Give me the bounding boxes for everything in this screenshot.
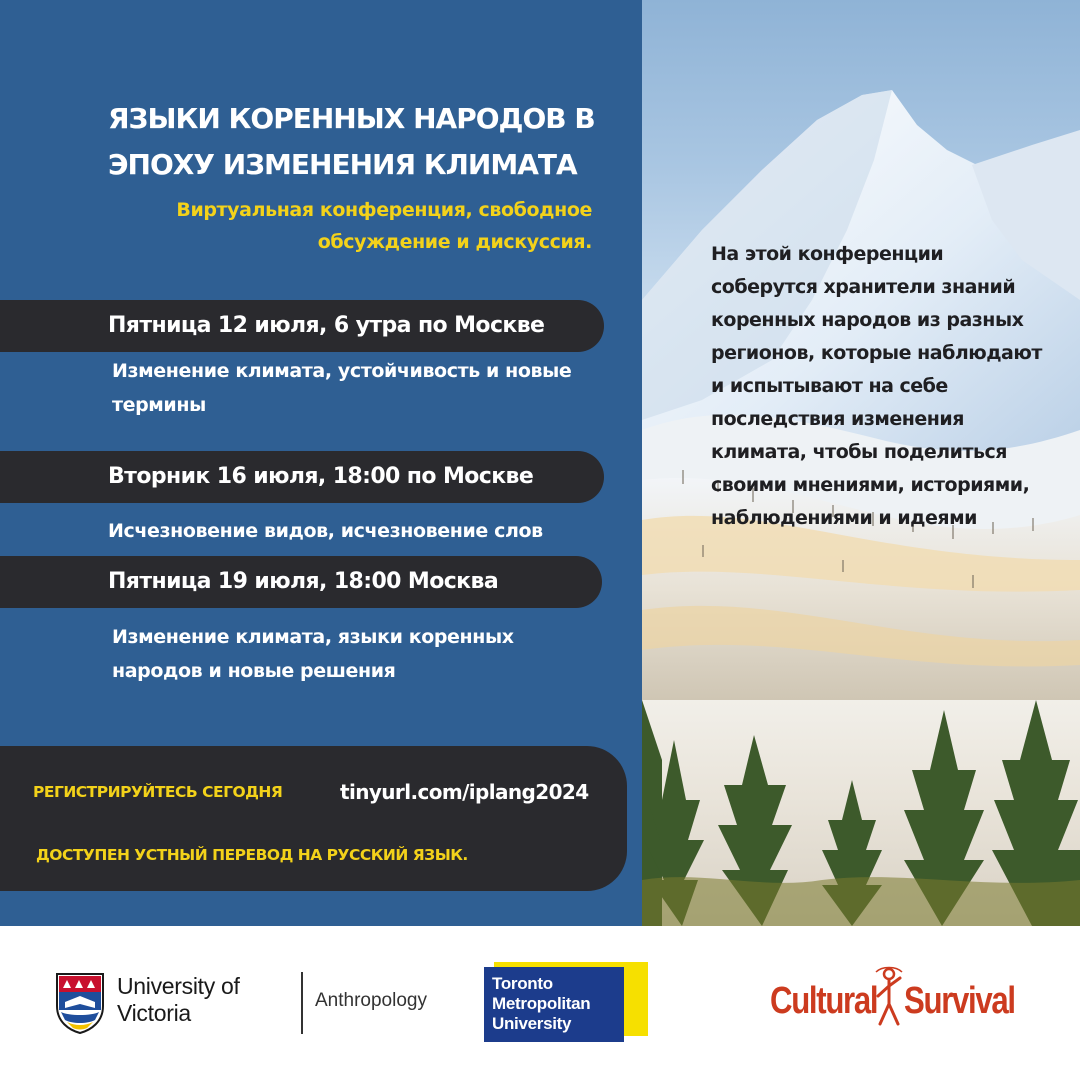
uvic-crest-icon	[55, 972, 105, 1034]
cs-word-cultural: Cultural	[770, 980, 878, 1022]
tmu-blue-box	[484, 967, 624, 1042]
tmu-logo	[484, 962, 650, 1042]
interpretation-note: ДОСТУПЕН УСТНЫЙ ПЕРЕВОД НА РУССКИЙ ЯЗЫК.	[36, 846, 468, 864]
conference-description: На этой конференции соберутся хранители знаний коренных народов из разных регионов, которые наблюдают и испытывают на себе последствия изменения климата, чтобы поделиться своими мнениями, историями, наблюдениями и идеями	[711, 243, 1042, 529]
sponsor-footer	[0, 926, 1080, 1080]
session-2-date: Вторник 16 июля, 18:00 по Москве	[108, 464, 534, 489]
registration-link[interactable]: tinyurl.com/iplang2024	[340, 780, 589, 804]
session-2-topic: Исчезновение видов, исчезновение слов	[108, 520, 543, 542]
session-1-topic: Изменение климата, устойчивость и новые термины	[112, 360, 572, 416]
uvic-name: University of Victoria	[117, 973, 240, 1026]
session-2-date-bar	[0, 451, 604, 503]
session-1-date: Пятница 12 июля, 6 утра по Москве	[108, 313, 545, 338]
mountain-photo	[642, 0, 1080, 926]
registration-box	[0, 746, 627, 891]
tmu-name: Toronto Metropolitan University	[492, 974, 591, 1033]
uvic-department: Anthropology	[315, 990, 427, 1011]
conference-subtitle: Виртуальная конференция, свободное обсуждение и дискуссия.	[176, 199, 592, 253]
cs-word-survival: Survival	[904, 980, 1015, 1022]
uvic-logo	[55, 972, 427, 1036]
cultural-survival-logo	[770, 966, 1030, 1036]
uvic-divider	[301, 972, 303, 1034]
session-3-date-bar	[0, 556, 602, 608]
session-3-date: Пятница 19 июля, 18:00 Москва	[108, 569, 499, 594]
session-1-date-bar	[0, 300, 604, 352]
conference-title: ЯЗЫКИ КОРЕННЫХ НАРОДОВ В ЭПОХУ ИЗМЕНЕНИЯ КЛИМАТА	[108, 102, 595, 181]
cs-figure-icon	[874, 966, 904, 1036]
session-3-topic: Изменение климата, языки коренных народов и новые решения	[112, 626, 514, 682]
register-label: РЕГИСТРИРУЙТЕСЬ СЕГОДНЯ	[33, 783, 283, 801]
